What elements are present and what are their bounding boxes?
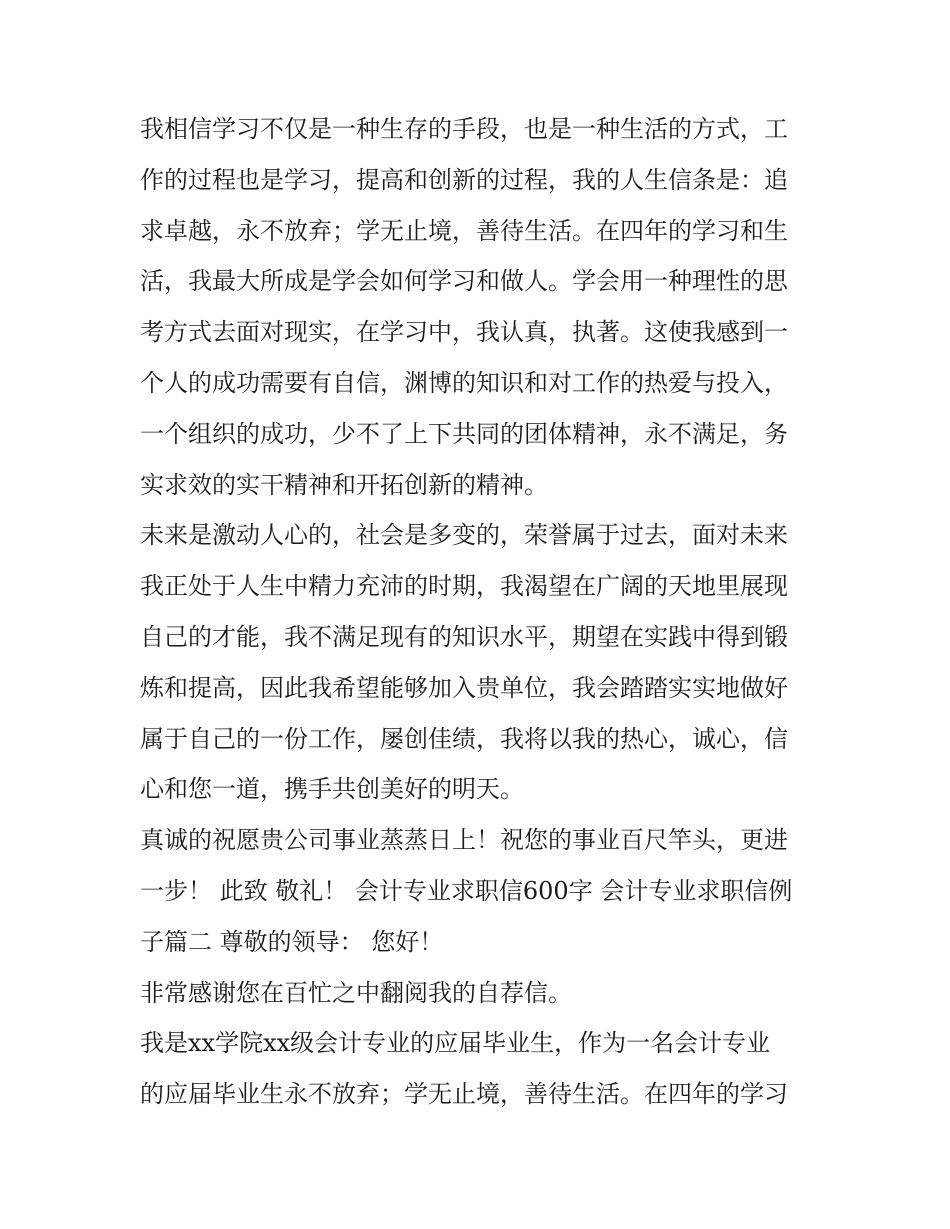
paragraph-1 bbox=[140, 104, 812, 510]
text-line: 真诚的祝愿贵公司事业蒸蒸日上！祝您的事业百尺竿头，更进 bbox=[140, 826, 788, 855]
paragraph-3 bbox=[140, 815, 812, 967]
text-line: 炼和提高，因此我希望能够加入贵单位，我会踏踏实实地做好 bbox=[140, 673, 788, 702]
text-line: 实求效的实干精神和开拓创新的精神。 bbox=[140, 470, 548, 499]
text-line: 非常感谢您在百忙之中翻阅我的自荐信。 bbox=[140, 978, 572, 1007]
text-line: 未来是激动人心的，社会是多变的，荣誉属于过去，面对未来 bbox=[140, 521, 788, 550]
text-line: 作的过程也是学习，提高和创新的过程，我的人生信条是：追 bbox=[140, 165, 788, 194]
text-line: 自己的才能，我不满足现有的知识水平，期望在实践中得到锻 bbox=[140, 622, 788, 651]
text-line: 子篇二 尊敬的领导： 您好！ bbox=[140, 927, 444, 956]
paragraph-4 bbox=[140, 968, 812, 1019]
text-line: 属于自己的一份工作，屡创佳绩，我将以我的热心，诚心，信 bbox=[140, 724, 788, 753]
text-line: 心和您一道，携手共创美好的明天。 bbox=[140, 775, 524, 804]
text-line: 一步！ 此致 敬礼！ 会计专业求职信600字 会计专业求职信例 bbox=[140, 876, 793, 905]
document-body bbox=[140, 104, 812, 1120]
text-line: 活，我最大所成是学会如何学习和做人。学会用一种理性的思 bbox=[140, 267, 788, 296]
text-line: 一个组织的成功，少不了上下共同的团体精神，永不满足，务 bbox=[140, 419, 788, 448]
paragraph-2 bbox=[140, 510, 812, 815]
paragraph-5 bbox=[140, 1018, 812, 1120]
text-line: 我是xx学院xx级会计专业的应届毕业生，作为一名会计专业 bbox=[140, 1029, 771, 1058]
text-line: 的应届毕业生永不放弃；学无止境，善待生活。在四年的学习 bbox=[140, 1080, 788, 1109]
text-line: 我相信学习不仅是一种生存的手段，也是一种生活的方式，工 bbox=[140, 115, 788, 143]
text-line: 我正处于人生中精力充沛的时期，我渴望在广阔的天地里展现 bbox=[140, 572, 788, 601]
text-line: 个人的成功需要有自信，渊博的知识和对工作的热爱与投入， bbox=[140, 368, 788, 397]
text-line: 考方式去面对现实，在学习中，我认真，执著。这使我感到一 bbox=[140, 318, 788, 347]
text-line: 求卓越，永不放弃；学无止境，善待生活。在四年的学习和生 bbox=[140, 216, 788, 245]
